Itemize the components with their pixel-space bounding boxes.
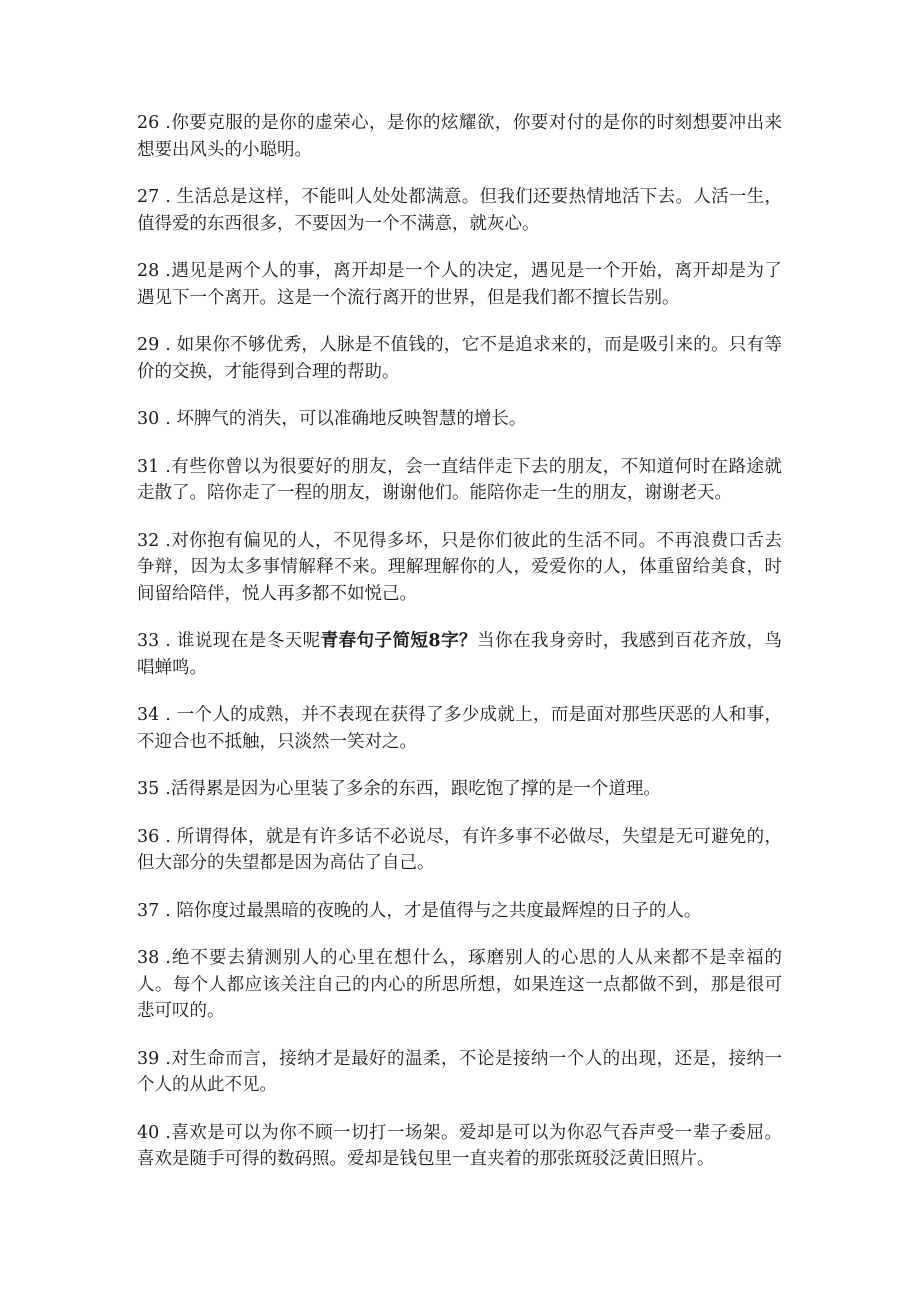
item-text-bold: 青春句子简短8字？ — [320, 631, 478, 651]
item-text: . 生活总是这样，不能叫人处处都满意。但我们还要热情地活下去。人活一生，值得爱的东西很多，不要因为一个不满意，就灰心。 — [137, 187, 782, 234]
item-text: .有些你曾以为很要好的朋友，会一直结伴走下去的朋友，不知道何时在路途就走散了。陪你走了一程的朋友，谢谢他们。能陪你走一生的朋友，谢谢老天。 — [137, 456, 782, 503]
item-number: 38 — [137, 948, 160, 968]
item-number: 29 — [137, 335, 160, 355]
list-item — [137, 898, 782, 925]
item-text: . 坏脾气的消失，可以准确地反映智慧的增长。 — [165, 409, 527, 429]
item-number: 35 — [137, 779, 160, 799]
list-item — [137, 1046, 782, 1099]
list-item — [137, 1120, 782, 1173]
list-item — [137, 258, 782, 311]
item-text: .遇见是两个人的事，离开却是一个人的决定，遇见是一个开始，离开却是为了遇见下一个离开。这是一个流行离开的世界，但是我们都不擅长告别。 — [137, 261, 782, 308]
item-text: .你要克服的是你的虚荣心，是你的炫耀欲，你要对付的是你的时刻想要冲出来想要出风头的小聪明。 — [137, 113, 782, 160]
list-item — [137, 702, 782, 755]
item-number: 30 — [137, 409, 160, 429]
item-text-after: 当你在我身旁时，我感到百花齐放，鸟唱蝉鸣。 — [137, 631, 782, 678]
list-item — [137, 406, 782, 433]
item-text: . 一个人的成熟，并不表现在获得了多少成就上，而是面对那些厌恶的人和事，不迎合也不抵触，只淡然一笑对之。 — [137, 705, 782, 752]
item-number: 28 — [137, 261, 160, 281]
item-text-before: . 谁说现在是冬天呢 — [165, 631, 321, 651]
item-number: 34 — [137, 705, 160, 725]
item-text: . 所谓得体，就是有许多话不必说尽，有许多事不必做尽，失望是无可避免的，但大部分的失望都是因为高估了自己。 — [137, 826, 782, 873]
item-text: .对生命而言，接纳才是最好的温柔，不论是接纳一个人的出现，还是，接纳一个人的从此不见。 — [137, 1048, 782, 1095]
item-number: 27 — [137, 187, 160, 207]
list-item — [137, 332, 782, 385]
list-item — [137, 110, 782, 163]
item-text: .绝不要去猜测别人的心里在想什么，琢磨别人的心思的人从来都不是幸福的人。每个人都应该关注自己的内心的所思所想，如果连这一点都做不到，那是很可悲可叹的。 — [137, 948, 782, 1021]
list-item — [137, 776, 782, 803]
item-text: . 如果你不够优秀，人脉是不值钱的，它不是追求来的，而是吸引来的。只有等价的交换，才能得到合理的帮助。 — [137, 335, 782, 382]
list-item — [137, 824, 782, 877]
item-number: 31 — [137, 456, 160, 477]
list-item — [137, 945, 782, 1025]
list-item — [137, 184, 782, 237]
item-text: .对你抱有偏见的人，不见得多坏，只是你们彼此的生活不同。不再浪费口舌去争辩，因为太多事情解释不来。理解理解你的人，爱爱你的人，体重留给美食，时间留给陪伴，悦人再多都不如悦己。 — [137, 530, 782, 604]
item-number: 40 — [137, 1122, 160, 1143]
quote-list — [137, 110, 782, 1194]
item-number: 33 — [137, 631, 160, 651]
item-text: . 陪你度过最黑暗的夜晚的人，才是值得与之共度最辉煌的日子的人。 — [165, 900, 702, 921]
item-text: .喜欢是可以为你不顾一切打一场架。爱却是可以为你忍气吞声受一辈子委屈。喜欢是随手可得的数码照。爱却是钱包里一直夹着的那张斑驳泛黄旧照片。 — [137, 1122, 782, 1169]
item-text: .活得累是因为心里装了多余的东西，跟吃饱了撑的是一个道理。 — [165, 779, 661, 799]
item-number: 32 — [137, 530, 160, 551]
item-number: 39 — [137, 1048, 160, 1069]
item-number: 36 — [137, 826, 160, 847]
item-number: 37 — [137, 900, 160, 921]
item-number: 26 — [137, 113, 160, 133]
list-item — [137, 528, 782, 608]
list-item — [137, 628, 782, 681]
list-item — [137, 454, 782, 507]
